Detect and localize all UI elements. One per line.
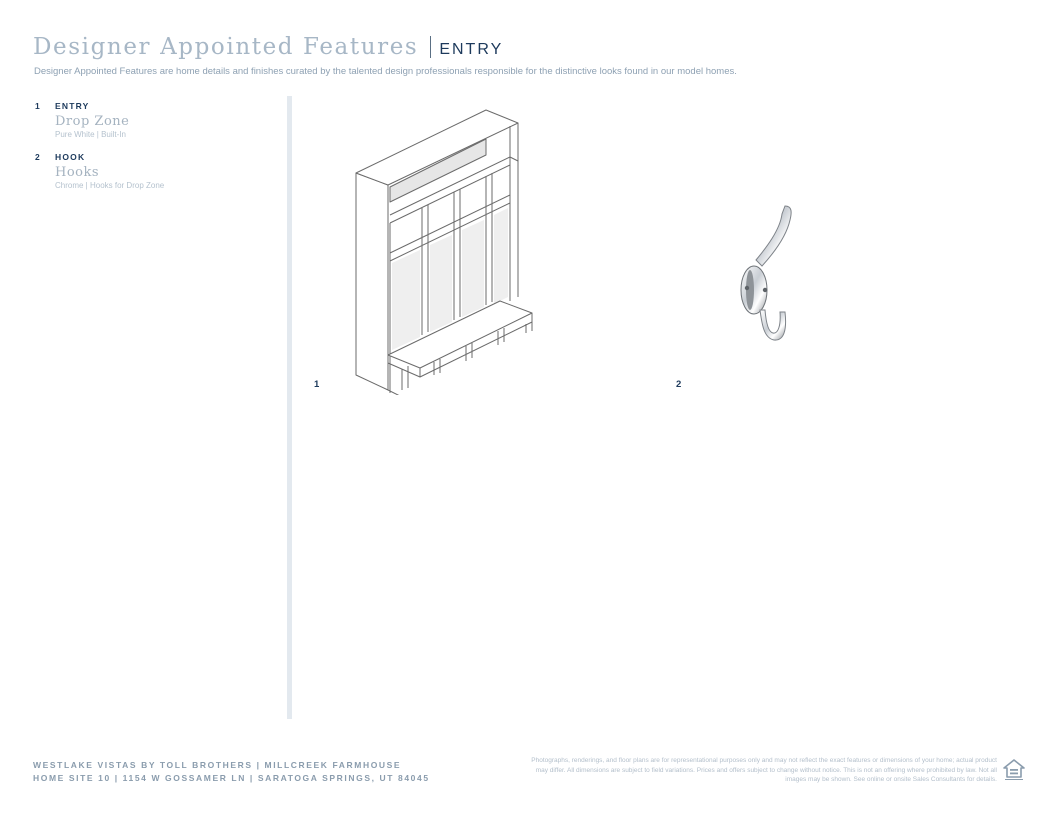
feature-category: HOOK — [55, 152, 86, 162]
feature-number: 1 — [35, 101, 41, 111]
chrome-hook-illustration — [730, 200, 800, 350]
equal-housing-opportunity-icon — [1002, 758, 1026, 782]
footer-community-line: WESTLAKE VISTAS BY TOLL BROTHERS | MILLCREEK FARMHOUSE — [33, 760, 402, 770]
drop-zone-cabinet-illustration — [350, 105, 540, 395]
page-title: Designer Appointed Features — [33, 34, 419, 60]
feature-item-2 — [35, 152, 164, 190]
footer-homesite-line: HOME SITE 10 | 1154 W GOSSAMER LN | SARATOGA SPRINGS, UT 84045 — [33, 773, 430, 783]
feature-category: ENTRY — [55, 101, 90, 111]
feature-name: Hooks — [55, 165, 100, 180]
vertical-divider — [287, 96, 292, 719]
feature-name: Drop Zone — [55, 114, 130, 129]
image-number: 1 — [314, 379, 320, 390]
page-header — [33, 34, 503, 60]
image-number: 2 — [676, 379, 682, 390]
feature-item-1 — [35, 101, 129, 139]
footer-address — [33, 759, 430, 785]
feature-detail: Chrome | Hooks for Drop Zone — [55, 181, 165, 190]
feature-detail: Pure White | Built-In — [55, 130, 126, 139]
page-subtitle: Designer Appointed Features are home details and finishes curated by the talented design professionals responsible for the distinctive looks found in our model homes. — [34, 66, 737, 77]
title-separator — [430, 36, 431, 58]
feature-number: 2 — [35, 152, 41, 162]
footer-disclaimer: Photographs, renderings, and floor plans are for representational purposes only and may not reflect the exact features or dimensions of your home; actual product may differ. All dimensions are subject to field variations. Prices and offers subject to change without notice. This is not an offering where prohibited by law. Not all images may be shown. See online or onsite Sales Consultants for details. — [531, 757, 997, 783]
section-name: ENTRY — [439, 41, 504, 58]
